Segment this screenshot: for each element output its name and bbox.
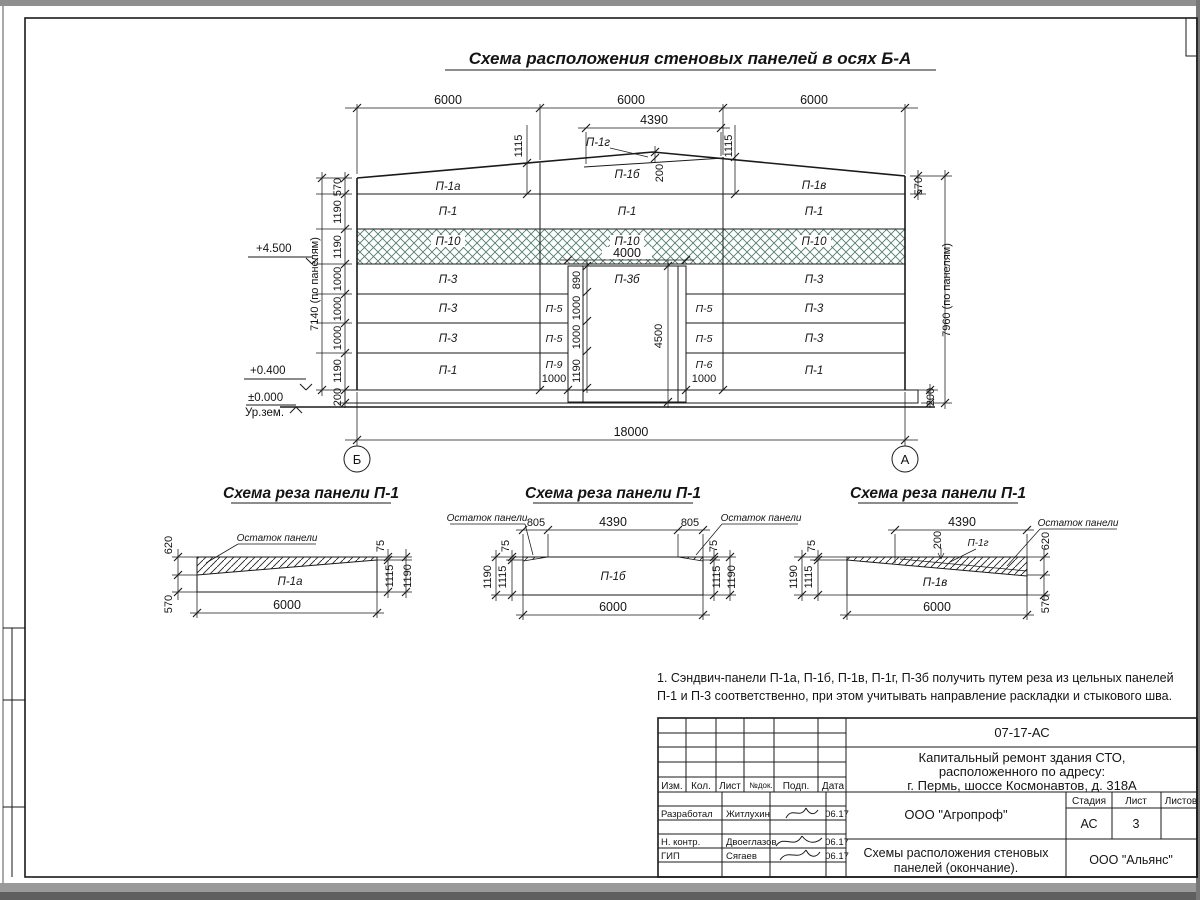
cut3-remnant-label: Остаток панели — [1037, 518, 1119, 529]
frame-border — [25, 18, 1197, 877]
cut3-dim-200: 200 — [932, 530, 944, 550]
mark-0400: +0.400 — [250, 365, 286, 377]
panel-p5-l2: П-5 — [545, 333, 563, 345]
chain-1000c: 1000 — [332, 325, 344, 351]
cut1-dim-75: 75 — [375, 539, 387, 553]
mark-4500: +4.500 — [256, 243, 292, 255]
title-block — [658, 718, 1197, 877]
chain-1190b: 1190 — [332, 235, 344, 259]
sheet-label: Лист — [1125, 796, 1147, 807]
dim-1115-right: 1115 — [723, 134, 735, 158]
axis-label-a: А — [900, 452, 910, 467]
note-line2: П-1 и П-3 соответственно, при этом учитывать направление раскладки и стыкового шва. — [657, 689, 1173, 703]
panel-p1b: П-1б — [614, 169, 640, 181]
cut1-dim-620: 620 — [163, 535, 175, 555]
row2-date: 06.17 — [825, 837, 849, 848]
panel-p10-m: П-10 — [614, 236, 640, 248]
cut2-remnant-leader-left — [450, 524, 533, 555]
cut3-title: Схема реза панели П-1 — [850, 485, 1026, 502]
cut2-dim-6000: 6000 — [599, 600, 627, 614]
stage-value: АС — [1080, 817, 1098, 831]
mark-0000: ±0.000 — [248, 392, 284, 404]
panel-p10-l: П-10 — [435, 236, 461, 248]
row2-name: Двоеглазов — [726, 837, 777, 848]
cut2-dim-4390: 4390 — [599, 515, 627, 529]
panel-p1g: П-1г — [585, 137, 611, 149]
panel-p3b: П-3б — [614, 274, 640, 286]
main-title: Схема расположения стеновых панелей в осях Б-А — [468, 49, 912, 68]
axis-label-b: Б — [352, 452, 362, 467]
panel-p3-r3: П-3 — [804, 333, 824, 345]
door-chain-1190: 1190 — [571, 359, 583, 383]
mark-4500-arrow — [248, 257, 318, 264]
dim-1000-p6: 1000 — [691, 373, 717, 385]
org-name: ООО "Агропроф" — [904, 807, 1008, 822]
dim-6000-3: 6000 — [800, 93, 828, 107]
dim-4500: 4500 — [653, 323, 665, 349]
row3-date: 06.17 — [825, 851, 849, 862]
chain-1190c: 1190 — [332, 359, 344, 383]
dim-6000-2: 6000 — [617, 93, 645, 107]
chain-1000b: 1000 — [332, 296, 344, 322]
doc-title-line2: панелей (окончание). — [893, 861, 1019, 875]
row1-name: Житлухин — [726, 809, 770, 820]
row2-role: Н. контр. — [661, 837, 701, 848]
dim-4000: 4000 — [613, 246, 641, 260]
panel-p1-r1: П-1 — [804, 206, 824, 218]
panel-p10-r: П-10 — [801, 236, 827, 248]
row1-date: 06.17 — [825, 809, 849, 820]
cut2-dim-1190r: 1190 — [726, 565, 738, 589]
panel-p1-r2: П-1 — [804, 365, 824, 377]
panel-p6: П-6 — [695, 359, 713, 371]
col-list: Лист — [719, 781, 741, 792]
dim-7140: 7140 (по панелям) — [309, 237, 321, 331]
cut3-panel-label: П-1в — [922, 577, 948, 589]
cut1-dim-570: 570 — [163, 594, 175, 614]
panel-p1-l2: П-1 — [438, 365, 458, 377]
cut1-dim-1115: 1115 — [384, 564, 396, 588]
cut2-dim-805b: 805 — [680, 517, 700, 529]
elevation-marks — [244, 243, 318, 419]
project-line2: расположенного по адресу: — [938, 764, 1106, 779]
panel-p5-l1: П-5 — [545, 303, 563, 315]
dim-18000: 18000 — [613, 425, 649, 439]
panel-p3-r1: П-3 — [804, 274, 824, 286]
cut2-dim-1115l: 1115 — [497, 565, 509, 589]
door-chain-890: 890 — [571, 270, 583, 290]
panel-p1a: П-1а — [435, 181, 461, 193]
panel-p9: П-9 — [545, 359, 563, 371]
doc-title-line1: Схемы расположения стеновых — [863, 846, 1049, 860]
signature-2 — [776, 836, 822, 846]
panel-p1v: П-1в — [801, 180, 827, 192]
org2-name: ООО "Альянс" — [1089, 853, 1173, 867]
cut1-panel-label: П-1а — [277, 576, 303, 588]
elevation-drawing — [280, 152, 935, 407]
cut2-remnant-left: Остаток панели — [446, 513, 528, 524]
cut3-dim-4390: 4390 — [948, 515, 976, 529]
plinth — [345, 390, 918, 403]
panel-p3-l3: П-3 — [438, 333, 458, 345]
chain-1190a: 1190 — [332, 200, 344, 224]
dim-1115-left: 1115 — [513, 134, 525, 158]
sheets-label: Листов — [1164, 796, 1198, 807]
chain-570: 570 — [332, 177, 344, 197]
cut-diagram-3 — [788, 485, 1119, 620]
cut2-corner-right — [678, 557, 703, 561]
panel-p3-l2: П-3 — [438, 303, 458, 315]
ground-label: Ур.зем. — [245, 407, 285, 419]
signature-3 — [780, 850, 820, 860]
panel-joints-full — [357, 194, 905, 390]
panel-p1-m: П-1 — [617, 206, 637, 218]
scan-edge-bottom — [0, 883, 1200, 892]
panel-p3-r2: П-3 — [804, 303, 824, 315]
cut1-remnant-label: Остаток панели — [236, 533, 318, 544]
cut3-dim-75: 75 — [806, 539, 818, 553]
frame-binding-boxes — [3, 628, 25, 877]
dim-200-base-right: 200 — [925, 387, 937, 407]
panel-p3-l1: П-3 — [438, 274, 458, 286]
dim-1000-p9: 1000 — [541, 373, 567, 385]
cut-diagram-1 — [163, 485, 414, 618]
cut2-dim-75l: 75 — [500, 539, 512, 553]
cut3-dim-1115: 1115 — [803, 565, 815, 589]
cut2-remnant-right: Остаток панели — [720, 513, 802, 524]
dim-200-base-left: 200 — [332, 387, 344, 407]
door-chain-1000b: 1000 — [571, 324, 583, 350]
cut-diagram-2 — [447, 485, 802, 620]
cut1-dim-6000: 6000 — [273, 598, 301, 612]
col-data: Дата — [821, 781, 845, 792]
project-line3: г. Пермь, шоссе Космонавтов, д. 318А — [907, 778, 1137, 793]
cut2-title: Схема реза панели П-1 — [525, 485, 701, 502]
col-kol: Кол. — [691, 781, 711, 792]
cut2-panel-label: П-1б — [600, 571, 626, 583]
stage-label: Стадия — [1071, 796, 1107, 807]
cut3-dim-1190: 1190 — [788, 565, 800, 589]
cut3-dim-6000: 6000 — [923, 600, 951, 614]
note-line1: 1. Сэндвич-панели П-1а, П-1б, П-1в, П-1г, П-3б получить путем реза из цельных панелей — [657, 671, 1174, 685]
scan-edge-bottom2 — [0, 892, 1200, 900]
row3-name: Сягаев — [726, 851, 757, 862]
row3-role: ГИП — [661, 851, 680, 862]
signature-1 — [786, 808, 818, 818]
dim-7960: 7960 (по панелям) — [941, 243, 953, 337]
chain-1000a: 1000 — [332, 266, 344, 292]
cut2-corner-left — [523, 557, 548, 561]
mark-0400-arrow — [244, 379, 312, 390]
axis-bubbles — [344, 446, 918, 472]
panel-p5-r2: П-5 — [695, 333, 713, 345]
dim-6000-1: 6000 — [434, 93, 462, 107]
cut2-dim-805a: 805 — [526, 517, 546, 529]
cut2-dim-1190l: 1190 — [482, 565, 494, 589]
cut3-dim-570: 570 — [1040, 594, 1052, 614]
dim-200-ridge: 200 — [654, 163, 666, 183]
panel-p5-r1: П-5 — [695, 303, 713, 315]
doc-code: 07-17-АС — [994, 725, 1050, 740]
sheet-value: 3 — [1132, 817, 1140, 831]
cut3-dim-620: 620 — [1040, 531, 1052, 551]
row1-role: Разработал — [661, 809, 713, 820]
cut1-title: Схема реза панели П-1 — [223, 485, 399, 502]
scan-edge-top — [0, 0, 1200, 6]
note — [657, 671, 1174, 703]
project-line1: Капитальный ремонт здания СТО, — [918, 750, 1126, 765]
door-chain-1000a: 1000 — [571, 295, 583, 321]
cut2-dim-75r: 75 — [708, 539, 720, 553]
cut2-dim-1115r: 1115 — [711, 565, 723, 589]
col-ndok: №док. — [749, 781, 773, 790]
col-podp: Подп. — [782, 781, 810, 792]
cut3-piece-label: П-1г — [967, 538, 989, 549]
dim-570-right: 570 — [913, 176, 925, 196]
cut1-dim-1190: 1190 — [402, 564, 414, 588]
panel-p1-l1: П-1 — [438, 206, 458, 218]
col-izm: Изм. — [661, 781, 683, 792]
dim-4390: 4390 — [640, 113, 668, 127]
frame-corner-box — [1186, 18, 1197, 56]
